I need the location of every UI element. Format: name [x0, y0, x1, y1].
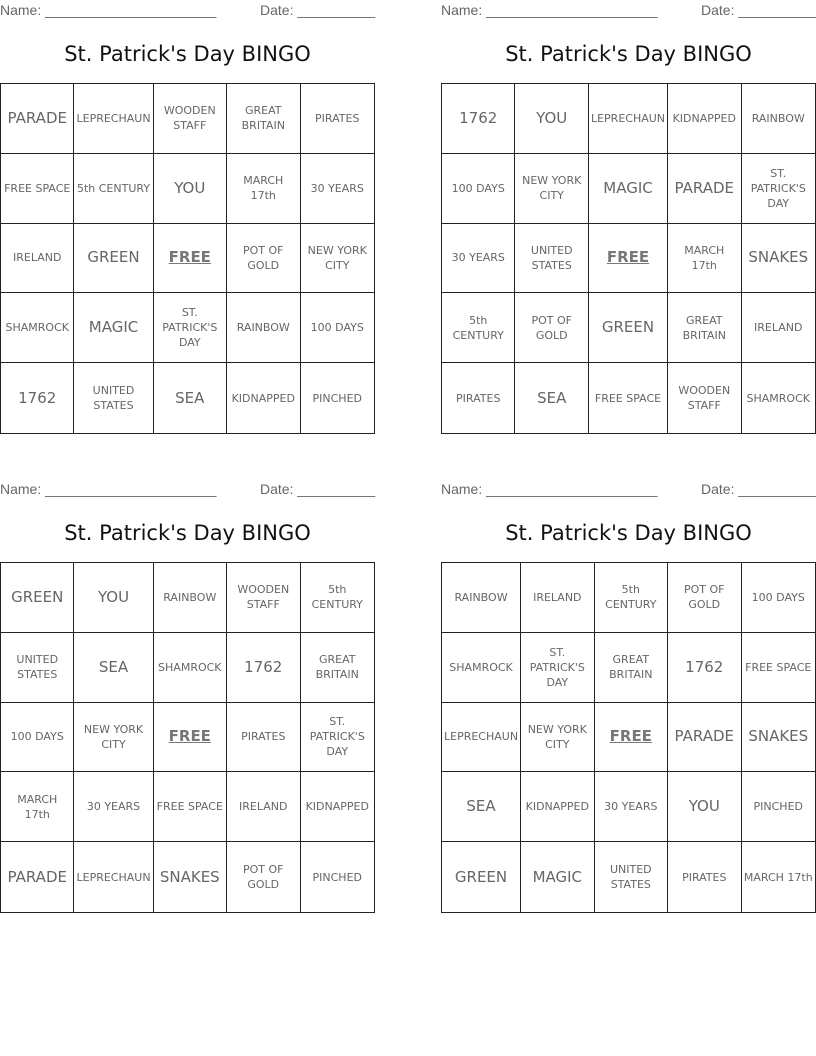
bingo-cell: PINCHED — [312, 391, 362, 405]
bingo-cell: FREE SPACE — [1, 154, 74, 224]
bingo-cell: GREEN — [442, 842, 521, 912]
bingo-cell: RAINBOW — [154, 563, 227, 633]
bingo-cell: FREE SPACE — [742, 633, 815, 703]
date-field-line: Date: __________ — [701, 2, 816, 18]
bingo-cell: WOODEN STAFF — [154, 84, 227, 154]
bingo-cell: 5th CENTURY — [74, 154, 153, 224]
bingo-cell: ST. PATRICK'S DAY — [154, 293, 227, 363]
name-field-line: Name: ______________________ — [0, 2, 217, 18]
bingo-cell: PARADE — [1, 84, 74, 154]
bingo-cell: KIDNAPPED — [668, 84, 741, 154]
bingo-cell: NEW YORK CITY — [521, 703, 594, 773]
bingo-cell: FREE SPACE — [154, 772, 227, 842]
bingo-cell: YOU — [154, 154, 227, 224]
bingo-cell: PARADE — [668, 703, 741, 773]
bingo-cell: GREAT BRITAIN — [595, 633, 668, 703]
bingo-cell: 5th CENTURY — [301, 563, 374, 633]
bingo-cell: 30 YEARS — [595, 772, 668, 842]
bingo-cell: LEPRECHAUN — [74, 842, 153, 912]
bingo-cell: IRELAND — [1, 224, 74, 294]
bingo-cell: SEA — [442, 772, 521, 842]
bingo-cell: UNITED STATES — [595, 842, 668, 912]
bingo-cell: GREEN — [74, 224, 153, 294]
bingo-cell: 100 DAYS — [301, 293, 374, 363]
bingo-cell: MARCH 17th — [227, 154, 300, 224]
bingo-cell: IRELAND — [742, 293, 815, 363]
card-title: St. Patrick's Day BINGO — [64, 42, 311, 66]
bingo-grid — [0, 562, 375, 913]
bingo-cell: SHAMROCK — [746, 391, 810, 405]
bingo-cell: SHAMROCK — [442, 633, 521, 703]
bingo-cell: LEPRECHAUN — [74, 84, 153, 154]
bingo-cell: SEA — [154, 363, 227, 433]
bingo-cell: MAGIC — [74, 293, 153, 363]
name-field-line: Name: ______________________ — [441, 2, 658, 18]
date-field-line: Date: __________ — [260, 2, 376, 18]
bingo-cell: RAINBOW — [227, 293, 300, 363]
bingo-cell: 100 DAYS — [742, 563, 815, 633]
bingo-cell: 100 DAYS — [1, 703, 74, 773]
card-title: St. Patrick's Day BINGO — [505, 42, 752, 66]
bingo-cell: MARCH 17th — [743, 870, 813, 884]
bingo-cell: YOU — [668, 772, 741, 842]
bingo-cell: 30 YEARS — [301, 154, 374, 224]
bingo-cell: KIDNAPPED — [301, 772, 374, 842]
bingo-cell: 1762 — [442, 84, 515, 154]
free-cell: FREE — [595, 703, 668, 773]
bingo-cell: SHAMROCK — [1, 293, 74, 363]
bingo-card — [441, 479, 816, 919]
bingo-cell: 5th CENTURY — [595, 563, 668, 633]
bingo-cell: 1762 — [668, 633, 741, 703]
bingo-cell: 100 DAYS — [442, 154, 515, 224]
bingo-cell: SNAKES — [742, 224, 815, 294]
bingo-cell: PIRATES — [442, 363, 515, 433]
bingo-cell: WOODEN STAFF — [668, 363, 741, 433]
free-cell: FREE — [154, 224, 227, 294]
bingo-cell: FREE SPACE — [589, 363, 668, 433]
bingo-cell: PARADE — [1, 842, 74, 912]
bingo-cell: ST. PATRICK'S DAY — [742, 154, 815, 224]
bingo-grid — [441, 562, 816, 913]
bingo-cell: YOU — [515, 84, 588, 154]
bingo-cell: MARCH 17th — [668, 224, 741, 294]
bingo-cell: UNITED STATES — [1, 633, 74, 703]
bingo-cell: 1762 — [1, 363, 74, 433]
bingo-cell: LEPRECHAUN — [442, 703, 521, 773]
bingo-cell: POT OF GOLD — [227, 842, 300, 912]
bingo-cell: ST. PATRICK'S DAY — [301, 703, 374, 773]
bingo-cell: 1762 — [227, 633, 300, 703]
bingo-cell: PIRATES — [301, 84, 374, 154]
bingo-cell: KIDNAPPED — [227, 363, 300, 433]
bingo-grid — [441, 83, 816, 434]
bingo-cell: KIDNAPPED — [521, 772, 594, 842]
bingo-cell: IRELAND — [521, 563, 594, 633]
bingo-cell: POT OF GOLD — [227, 224, 300, 294]
bingo-cell: RAINBOW — [442, 563, 521, 633]
bingo-cell: PIRATES — [668, 842, 741, 912]
date-field-line: Date: __________ — [260, 481, 376, 497]
bingo-card — [0, 479, 375, 919]
bingo-cell: GREEN — [1, 563, 74, 633]
bingo-cell: GREAT BRITAIN — [227, 84, 300, 154]
bingo-cell: WOODEN STAFF — [227, 563, 300, 633]
bingo-grid — [0, 83, 375, 434]
date-field-line: Date: __________ — [701, 481, 816, 497]
bingo-cell: NEW YORK CITY — [301, 224, 374, 294]
bingo-cell: MAGIC — [521, 842, 594, 912]
free-cell: FREE — [154, 703, 227, 773]
bingo-cell: POT OF GOLD — [668, 563, 741, 633]
bingo-cell: NEW YORK CITY — [74, 703, 153, 773]
bingo-cell: UNITED STATES — [74, 363, 153, 433]
bingo-cell: SEA — [515, 363, 588, 433]
bingo-cell: IRELAND — [227, 772, 300, 842]
bingo-cell: 5th CENTURY — [442, 293, 515, 363]
bingo-cell: MARCH 17th — [1, 772, 74, 842]
card-title: St. Patrick's Day BINGO — [505, 521, 752, 545]
bingo-cell: SHAMROCK — [154, 633, 227, 703]
card-title: St. Patrick's Day BINGO — [64, 521, 311, 545]
bingo-cell: UNITED STATES — [515, 224, 588, 294]
bingo-cell: 30 YEARS — [74, 772, 153, 842]
bingo-cell: RAINBOW — [742, 84, 815, 154]
bingo-cell: YOU — [74, 563, 153, 633]
bingo-cell: GREEN — [589, 293, 668, 363]
bingo-cell: PARADE — [668, 154, 741, 224]
bingo-cell: NEW YORK CITY — [515, 154, 588, 224]
bingo-cell: PINCHED — [742, 772, 815, 842]
free-cell: FREE — [589, 224, 668, 294]
bingo-cell: 30 YEARS — [442, 224, 515, 294]
bingo-cell: ST. PATRICK'S DAY — [521, 633, 594, 703]
bingo-cell: SNAKES — [154, 842, 227, 912]
bingo-cell: PIRATES — [227, 703, 300, 773]
bingo-cell: GREAT BRITAIN — [301, 633, 374, 703]
name-field-line: Name: ______________________ — [441, 481, 658, 497]
bingo-cell: LEPRECHAUN — [589, 84, 668, 154]
name-field-line: Name: ______________________ — [0, 481, 217, 497]
bingo-cell: GREAT BRITAIN — [668, 293, 741, 363]
bingo-card — [441, 0, 816, 440]
bingo-cell: SEA — [74, 633, 153, 703]
bingo-cell: SNAKES — [742, 703, 815, 773]
bingo-cell: MAGIC — [589, 154, 668, 224]
bingo-card — [0, 0, 375, 440]
bingo-cell: POT OF GOLD — [515, 293, 588, 363]
bingo-cell: PINCHED — [312, 870, 362, 884]
